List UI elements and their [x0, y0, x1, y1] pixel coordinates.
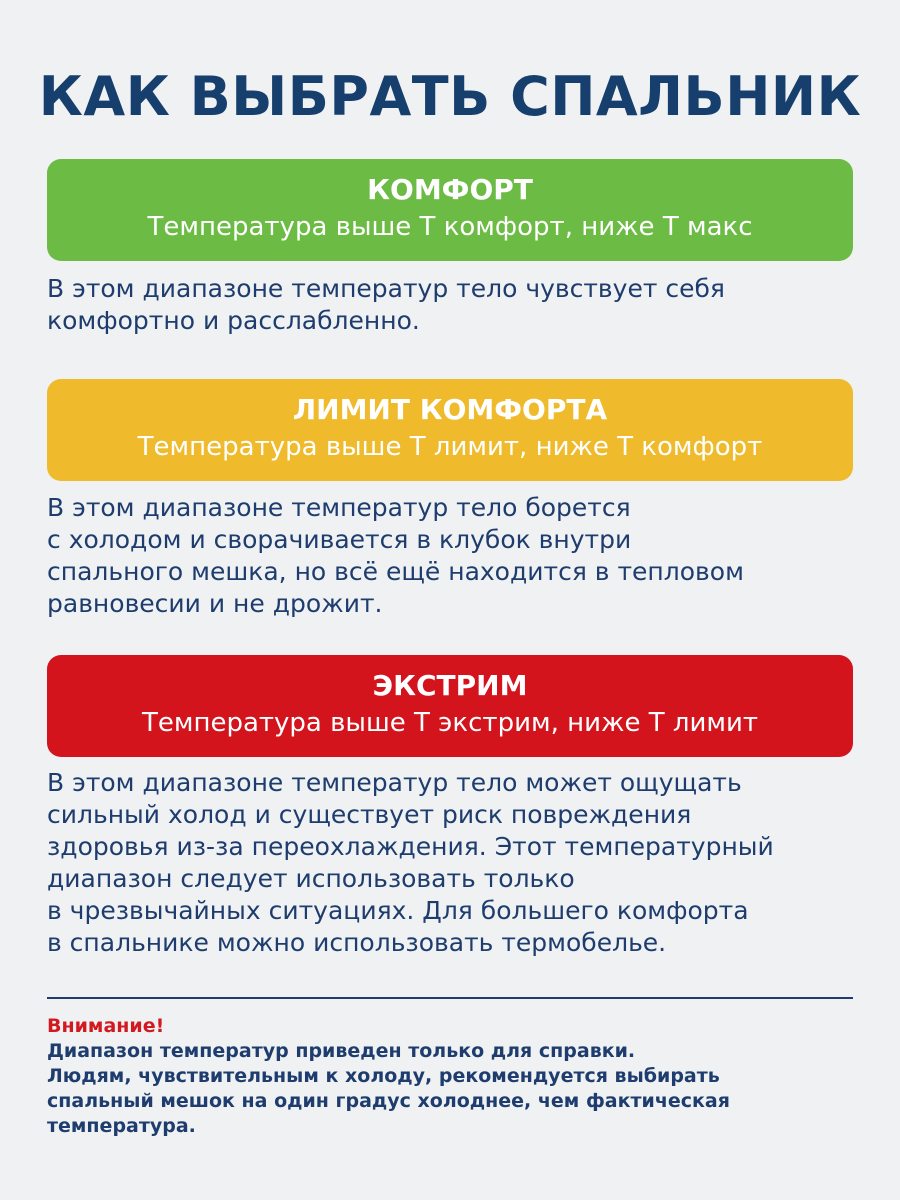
note-line: температура. — [47, 1115, 196, 1137]
limit-banner-subtitle: Температура выше Т лимит, ниже Т комфорт — [137, 432, 763, 462]
note-line: Диапазон температур приведен только для справки. — [47, 1040, 636, 1062]
description-line: сильный холод и существует риск повреждения — [47, 800, 692, 829]
description-line: В этом диапазоне температур тело может ощущать — [47, 768, 742, 797]
warning-note — [47, 1014, 867, 1139]
description-line: спального мешка, но всё ещё находится в тепловом — [47, 557, 744, 586]
note-line: спальный мешок на один градус холоднее, чем фактическая — [47, 1090, 730, 1112]
page-title: КАК ВЫБРАТЬ СПАЛЬНИК — [38, 65, 862, 128]
extreme-description — [47, 767, 867, 959]
limit-banner — [47, 379, 853, 481]
description-line: с холодом и сворачивается в клубок внутри — [47, 525, 632, 554]
divider-line — [47, 997, 853, 999]
note-line: Людям, чувствительным к холоду, рекомендуется выбирать — [47, 1065, 720, 1087]
description-line: диапазон следует использовать только — [47, 864, 575, 893]
comfort-banner-subtitle: Температура выше Т комфорт, ниже Т макс — [147, 212, 753, 242]
comfort-banner — [47, 159, 853, 261]
comfort-banner-title: КОМФОРТ — [367, 173, 533, 206]
comfort-description — [47, 273, 867, 337]
description-line: В этом диапазоне температур тело чувствует себя — [47, 274, 725, 303]
limit-description — [47, 492, 867, 620]
description-line: в чрезвычайных ситуациях. Для большего комфорта — [47, 896, 749, 925]
description-line: равновесии и не дрожит. — [47, 589, 383, 618]
description-line: комфортно и расслабленно. — [47, 306, 420, 335]
warning-label: Внимание! — [47, 1015, 165, 1037]
limit-banner-title: ЛИМИТ КОМФОРТА — [292, 393, 608, 426]
description-line: здоровья из-за переохлаждения. Этот температурный — [47, 832, 774, 861]
description-line: В этом диапазоне температур тело борется — [47, 493, 631, 522]
extreme-banner-title: ЭКСТРИМ — [372, 669, 528, 702]
description-line: в спальнике можно использовать термобелье. — [47, 928, 667, 957]
extreme-banner — [47, 655, 853, 757]
extreme-banner-subtitle: Температура выше Т экстрим, ниже Т лимит — [141, 708, 759, 738]
